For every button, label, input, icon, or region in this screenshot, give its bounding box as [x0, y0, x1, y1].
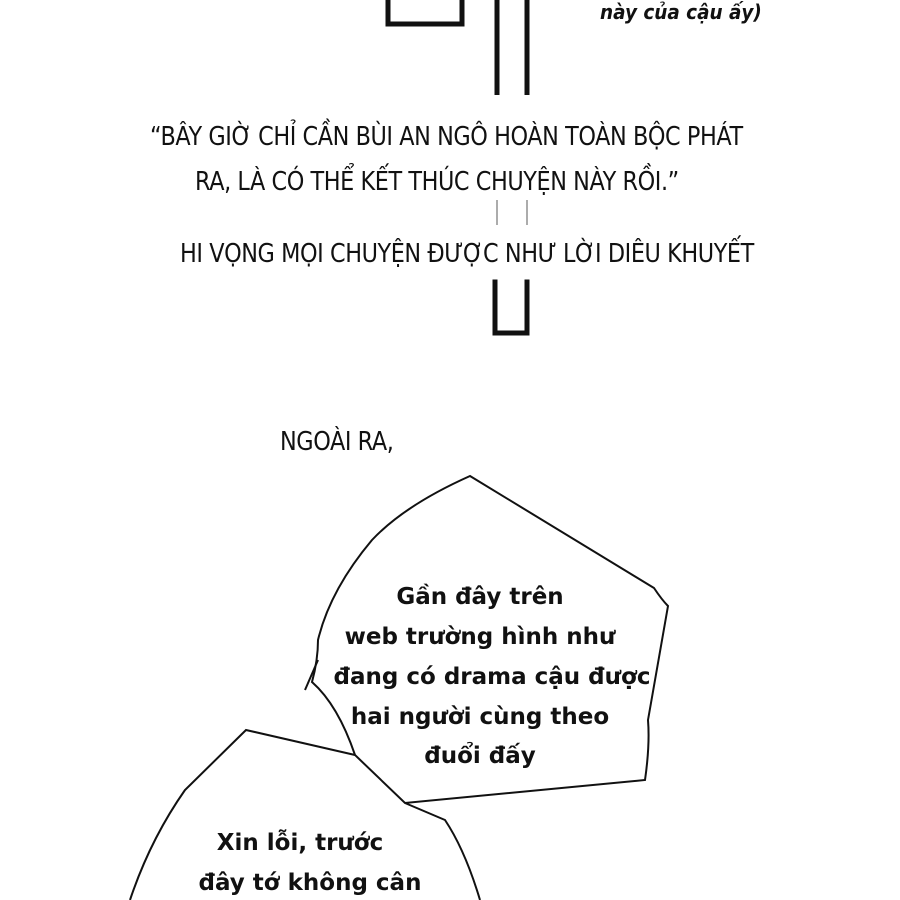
bubble-main-line5: đuổi đấy [424, 743, 536, 769]
top-panel-border [388, 0, 462, 24]
bubble-main-line4: hai người cùng theo [350, 704, 610, 730]
bubble-lower-line2: đây tớ không cân [198, 870, 422, 896]
narration-hope-line: HI VỌNG MỌI CHUYỆN ĐƯỢC NHƯ LỜI DIÊU KHUYẾT [180, 239, 754, 269]
bubble-main-line2: web trường hình như [344, 624, 616, 650]
bubble-main-line1: Gần đây trên [396, 584, 564, 610]
narration-quote-line2: RA, LÀ CÓ THỂ KẾT THÚC CHUYỆN NÀY RỒI.” [195, 167, 679, 197]
lower-panel-border [495, 282, 527, 333]
top-note-text: này của cậu ấy) [600, 0, 762, 24]
bubble-main-line3: đang có drama cậu được [333, 664, 651, 690]
narration-besides: NGOÀI RA, [280, 427, 394, 457]
bubble-lower-line1: Xin lỗi, trước [216, 830, 384, 856]
narration-quote-line1: “BÂY GIỜ CHỈ CẦN BÙI AN NGÔ HOÀN TOÀN BỘC PHÁT [150, 122, 743, 152]
